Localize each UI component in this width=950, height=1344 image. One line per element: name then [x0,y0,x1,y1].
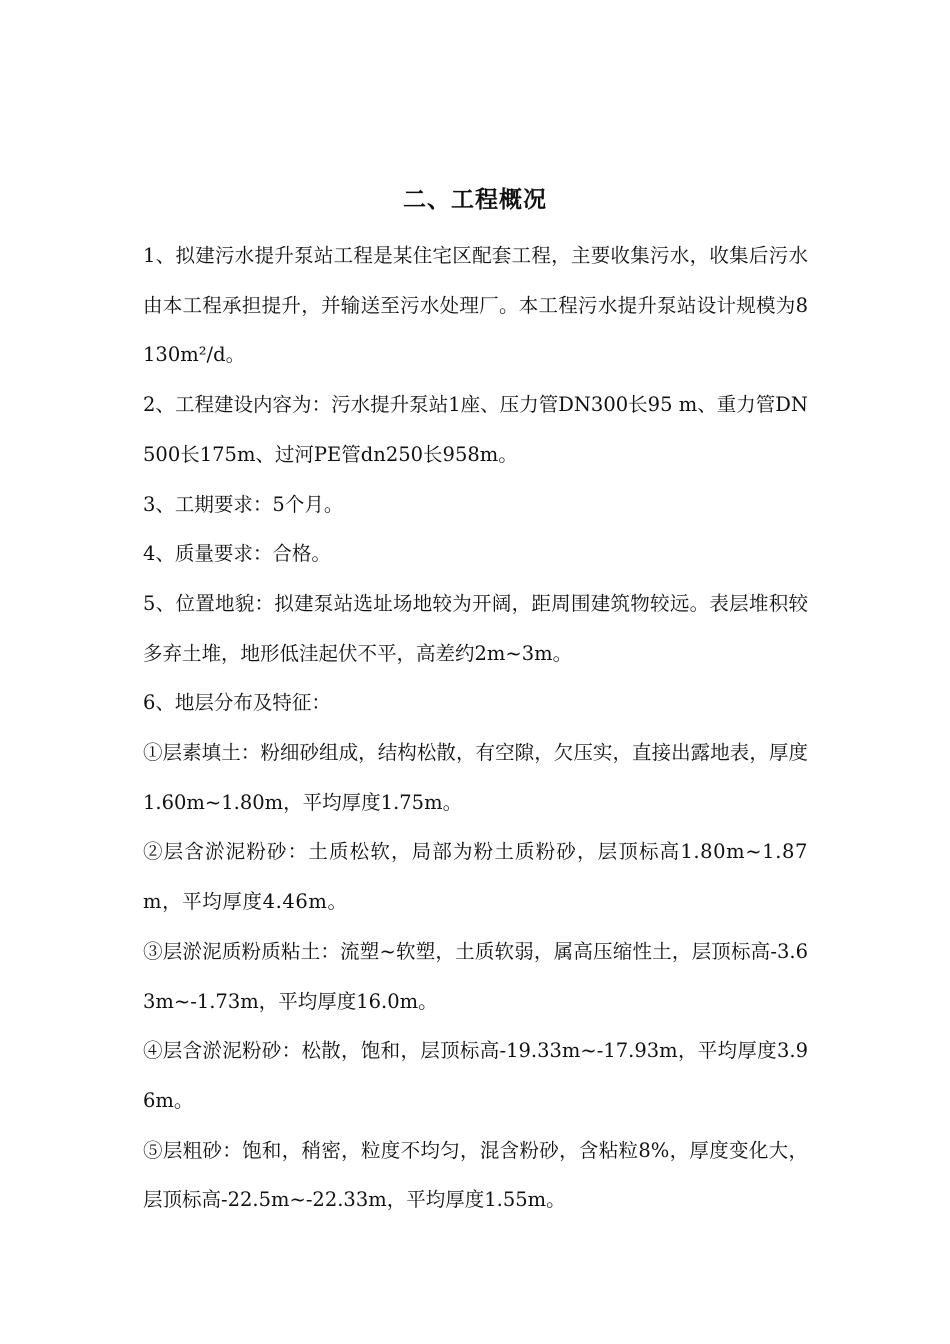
paragraph-6-strata-heading: 6、地层分布及特征： [143,691,331,715]
document-body [143,231,808,1225]
paragraph-layer-4: ④层含淤泥粉砂：松散，饱和，层顶标高-19.33m~-17.93m，平均厚度3.96m。 [143,1039,808,1112]
paragraph-1-project-overview: 1、拟建污水提升泵站工程是某住宅区配套工程，主要收集污水，收集后污水由本工程承担提升，并输送至污水处理厂。本工程污水提升泵站设计规模为8130m²/d。 [143,244,808,367]
paragraph-3-schedule: 3、工期要求：5个月。 [143,492,344,516]
paragraph-layer-2: ②层含淤泥粉砂：土质松软，局部为粉土质粉砂，层顶标高1.80m~1.87m，平均厚度4.46m。 [143,840,808,914]
paragraph-layer-1: ①层素填土：粉细砂组成，结构松散，有空隙，欠压实，直接出露地表，厚度1.60m~1.80m，平均厚度1.75m。 [143,741,808,814]
paragraph-layer-5: ⑤层粗砂：饱和，稍密，粒度不均匀，混含粉砂，含粘粒8%，厚度变化大，层顶标高-22.5m~-22.33m，平均厚度1.55m。 [143,1138,808,1212]
paragraph-5-site-terrain: 5、位置地貌：拟建泵站选址场地较为开阔，距周围建筑物较远。表层堆积较多弃土堆，地形低洼起伏不平，高差约2m~3m。 [143,591,808,665]
paragraph-2-construction-content: 2、工程建设内容为：污水提升泵站1座、压力管DN300长95 m、重力管DN500长175m、过河PE管dn250长958m。 [143,393,808,466]
paragraph-layer-3: ③层淤泥质粉质粘土：流塑~软塑，土质软弱，属高压缩性土，层顶标高-3.63m~-1.73m，平均厚度16.0m。 [143,939,808,1013]
section-title: 二、工程概况 [403,187,547,213]
paragraph-4-quality: 4、质量要求：合格。 [143,542,331,566]
